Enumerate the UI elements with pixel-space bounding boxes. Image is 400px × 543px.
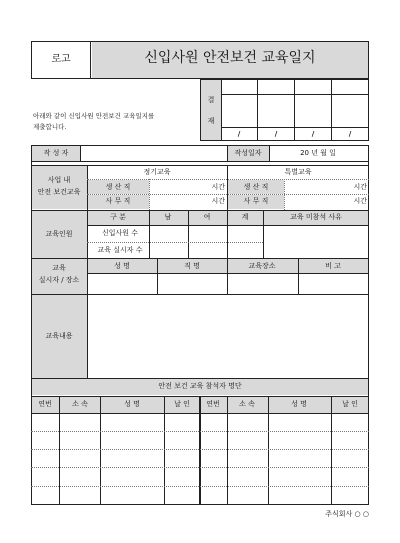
approval-date-1: / [237,130,241,138]
attendees-header-seal-right: 날 인 [342,400,358,408]
approval-date-2: / [274,130,278,138]
edu-type-label-1: 사업 내 [47,176,71,184]
attendees-header-no-right: 연번 [206,400,220,408]
approval-date-4: / [348,130,352,138]
attendees-header-name-left: 성 명 [124,400,140,408]
personnel-row-trained: 교육 실시자 수 [97,246,143,254]
instructor-label-1: 교육 [52,264,66,272]
special-prod-hours: 시간 [353,183,367,191]
attendees-header-name-right: 성 명 [291,400,307,408]
attendee-row [31,431,369,432]
attendees-header-seal-left: 날 인 [174,400,190,408]
edu-type-label-2: 안전 보건교육 [37,188,81,196]
attendees-header-dept-left: 소 속 [72,400,88,408]
instructor-header-remarks: 비 고 [325,262,341,270]
attendee-row [31,467,369,468]
footer-company: 주식회사 ○ ○ [325,510,369,518]
attendees-header-no-left: 연번 [38,400,52,408]
attendees-header-dept-right: 소 속 [239,400,255,408]
attendees-title: 안전 보건 교육 참석자 명단 [158,382,242,390]
approval-box [200,79,369,141]
personnel-row-new-employees: 신입사원 수 [101,229,139,237]
date-label: 작성일자 [234,149,262,157]
personnel-header-absence-reason: 교육 미참석 사유 [290,213,342,221]
personnel-header-female: 여 [203,213,211,221]
approval-label-cell [201,80,221,140]
special-edu-header: 특별교육 [284,168,312,176]
personnel-label: 교육인원 [45,230,73,238]
instructor-header-location: 교육장소 [248,262,276,270]
approval-label-top: 결 [207,96,215,104]
special-office: 사 무 직 [243,197,269,205]
approval-date-3: / [311,130,315,138]
instructor-label-2: 실시자 / 장소 [38,276,80,284]
personnel-header-male: 남 [164,213,172,221]
special-production: 생 산 직 [243,183,269,191]
content-area[interactable] [88,295,368,378]
attendee-row [31,449,369,450]
intro-line-1: 아래와 같이 신입사원 안전보건 교육일지를 [33,112,155,120]
special-office-hours: 시간 [353,197,367,205]
attendee-row [31,486,369,487]
personnel-header-total: 계 [241,213,249,221]
logo: 로고 [51,54,71,65]
intro-line-2: 제출합니다. [33,123,67,131]
writer-label: 작 성 자 [43,149,69,157]
approval-label-bottom: 재 [207,117,215,125]
regular-office: 사 무 직 [105,197,131,205]
instructor-header-position: 직 명 [184,262,200,270]
instructor-header-name: 성 명 [114,262,130,270]
regular-office-hours: 시간 [211,197,225,205]
regular-edu-header: 정기교육 [143,168,171,176]
regular-production: 생 산 직 [105,183,131,191]
date-value[interactable]: 20 년 월 일 [300,149,336,157]
form-title: 신입사원 안전보건 교육일지 [144,50,316,66]
regular-prod-hours: 시간 [211,183,225,191]
content-label: 교육내용 [45,332,73,340]
personnel-header-category: 구 분 [110,213,126,221]
